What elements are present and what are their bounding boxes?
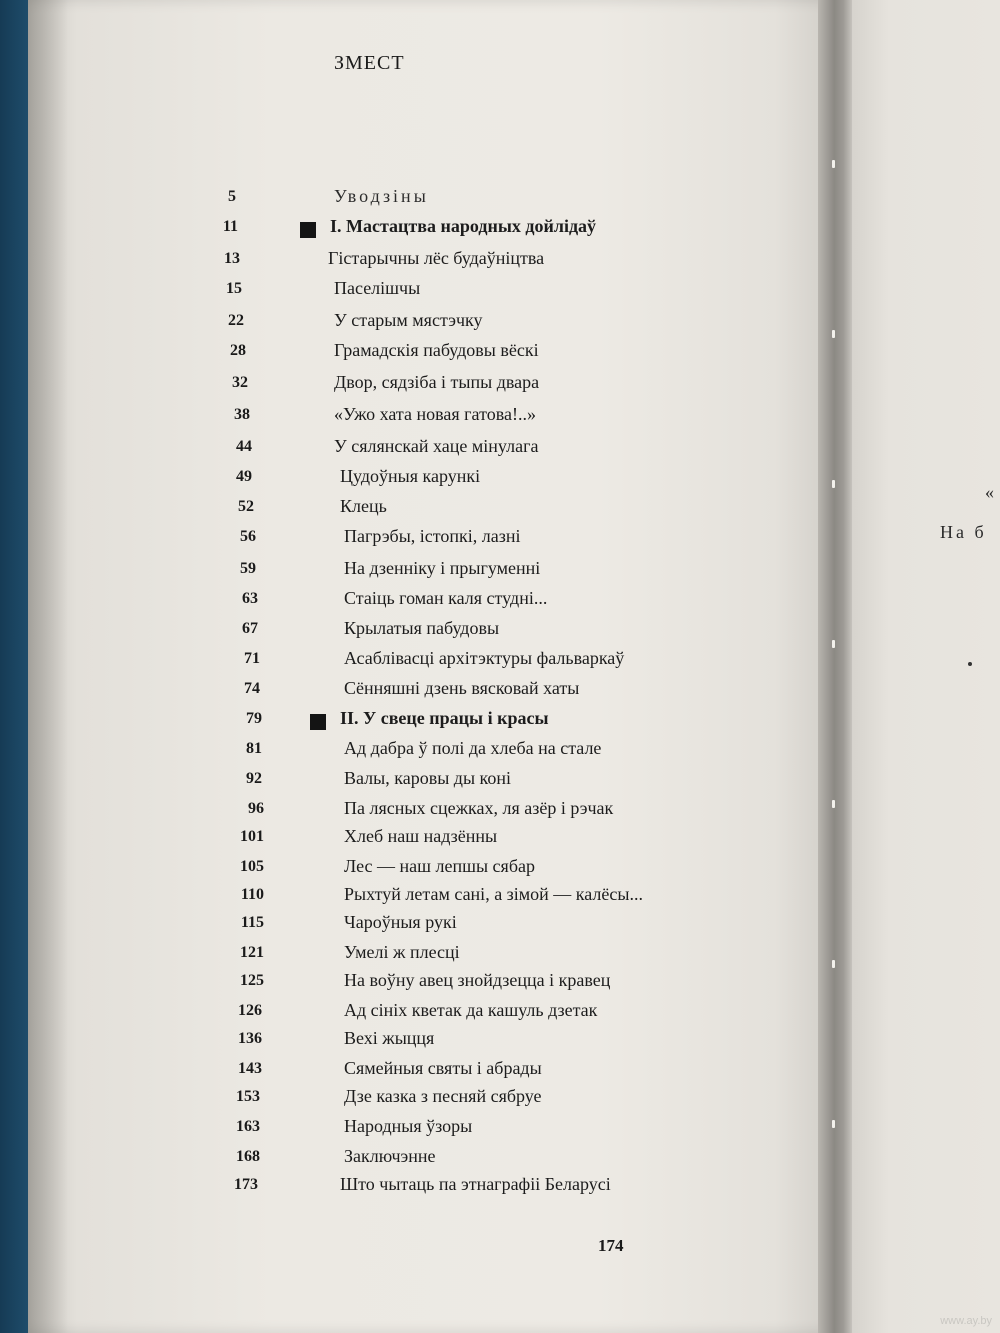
- toc-page-number: 153: [236, 1088, 260, 1105]
- toc-entry-title: Што чытаць па этнаграфіі Беларусі: [340, 1174, 611, 1194]
- toc-entry-title: Ад дабра ў полі да хлеба на стале: [344, 738, 602, 758]
- toc-entry-title: Двор, сядзіба і тыпы двара: [334, 372, 540, 392]
- toc-page-number: 22: [228, 312, 244, 329]
- toc-page-number: 32: [232, 374, 248, 391]
- toc-page-number: 110: [240, 886, 264, 903]
- toc-page-number: 15: [226, 280, 242, 297]
- toc-entry-title: Вехі жыцця: [344, 1028, 435, 1048]
- toc-page-number: 121: [240, 944, 264, 961]
- toc-page-number: 52: [238, 498, 254, 515]
- toc-page-number: 74: [244, 680, 260, 697]
- toc-page-number: 115: [240, 914, 264, 931]
- toc-entry-title: «Ужо хата новая гатова!..»: [334, 404, 536, 424]
- toc-section-title: II. У свеце працы і красы: [340, 708, 549, 728]
- section-square-icon: [300, 222, 316, 238]
- toc-entry-title: Умелі ж плесці: [344, 942, 460, 962]
- toc-page-number: 44: [236, 438, 252, 455]
- toc-page-number: 63: [242, 590, 258, 607]
- toc-entry-title: Народныя ўзоры: [344, 1116, 473, 1136]
- facing-page-text-1: «: [985, 482, 997, 502]
- toc-entry-title: Асаблівасці архітэктуры фальваркаў: [344, 648, 625, 668]
- toc-entry-title: Хлеб наш надзённы: [344, 826, 498, 846]
- toc-page-number: 71: [244, 650, 260, 667]
- toc-entry-title: На воўну авец знойдзецца і кравец: [344, 970, 611, 990]
- toc-entry-title: Заключэнне: [344, 1146, 436, 1166]
- toc-entry-title: Сямейныя святы і абрады: [344, 1058, 542, 1078]
- toc-page-number: 168: [236, 1148, 260, 1165]
- toc-page-number: 59: [240, 560, 256, 577]
- toc-page-number: 28: [230, 342, 246, 359]
- toc-entry-title: Сённяшні дзень вясковай хаты: [344, 678, 580, 698]
- toc-entry-title: Рыхтуй летам сані, а зімой — калёсы...: [344, 884, 643, 904]
- toc-entry-title: Крылатыя пабудовы: [344, 618, 500, 638]
- toc-page-number: 163: [236, 1118, 260, 1135]
- toc-entry-title: У старым мястэчку: [334, 310, 483, 330]
- toc-page-number: 143: [238, 1060, 262, 1077]
- toc-entry-title: Ад сініх кветак да кашуль дзетак: [344, 1000, 598, 1020]
- page-title: ЗМЕСТ: [334, 52, 405, 74]
- toc-section-title: I. Мастацтва народных дойлідаў: [330, 216, 597, 236]
- toc-page-number: 126: [238, 1002, 262, 1019]
- section-square-icon: [310, 714, 326, 730]
- toc-entry-title: Уводзіны: [334, 186, 429, 206]
- toc-entry-title: Лес — наш лепшы сябар: [344, 856, 535, 876]
- toc-entry-title: На дзенніку і прыгуменні: [344, 558, 541, 578]
- toc-entry-title: Чароўныя рукі: [344, 912, 457, 932]
- toc-page-number: 173: [234, 1176, 258, 1193]
- toc-page-number: 136: [238, 1030, 262, 1047]
- toc-entry-title: Пагрэбы, істопкі, лазні: [344, 526, 521, 546]
- toc-entry-title: Гістарычны лёс будаўніцтва: [328, 248, 545, 268]
- watermark: www.ay.by: [940, 1315, 992, 1327]
- toc-entry-title: Валы, каровы ды коні: [344, 768, 512, 788]
- toc-page-number: 11: [222, 218, 238, 235]
- toc-page-number: 56: [240, 528, 256, 545]
- toc-page-number: 105: [240, 858, 264, 875]
- toc-entry-title: Грамадскія пабудовы вёскі: [334, 340, 539, 360]
- toc-entry-title: Клець: [340, 496, 387, 516]
- toc-page-number: 101: [240, 828, 264, 845]
- toc-page-number: 79: [246, 710, 262, 727]
- toc-page-number: 38: [234, 406, 250, 423]
- toc-entry-title: Дзе казка з песняй сябруе: [344, 1086, 542, 1106]
- toc-page-number: 92: [246, 770, 262, 787]
- toc-page-number: 96: [248, 800, 264, 817]
- toc-page-number: 81: [246, 740, 262, 757]
- facing-page-text-2: На б: [940, 522, 987, 542]
- toc-page-number: 5: [228, 188, 236, 205]
- toc-page-number: 13: [224, 250, 240, 267]
- toc-entry-title: Цудоўныя карункі: [340, 466, 481, 486]
- toc-page-number: 49: [236, 468, 252, 485]
- toc-entry-title: У сялянскай хаце мінулага: [334, 436, 539, 456]
- page-number: 174: [598, 1236, 624, 1255]
- toc-entry-title: Паселішчы: [334, 278, 421, 298]
- toc-entry-title: Стаіць гоман каля студні...: [344, 588, 548, 608]
- toc-page-number: 67: [242, 620, 258, 637]
- toc-entry-title: Па лясных сцежках, ля азёр і рэчак: [344, 798, 614, 818]
- toc-page-number: 125: [240, 972, 264, 989]
